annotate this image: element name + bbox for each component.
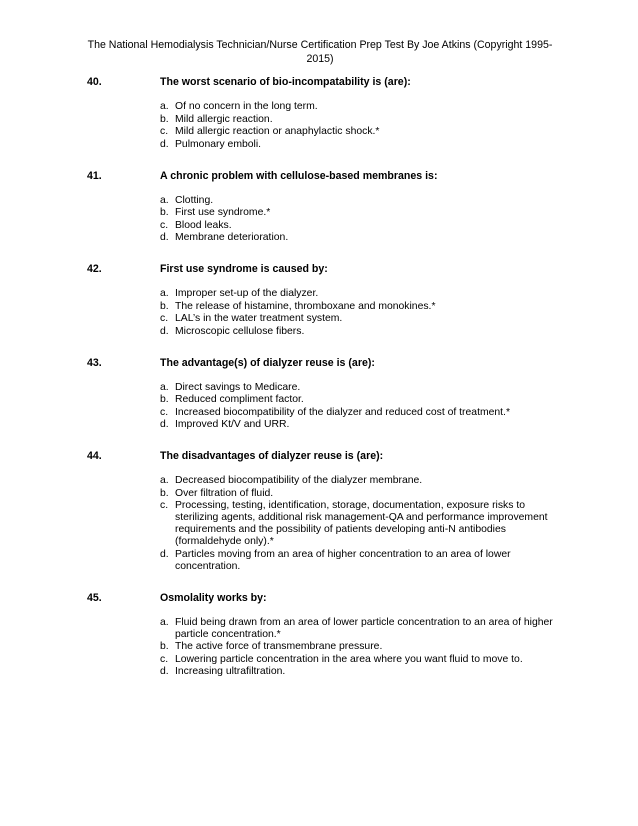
option-letter: c. (160, 653, 169, 665)
answer-option (0, 382, 565, 394)
answer-option (0, 313, 565, 325)
option-text: Lowering particle concentration in the area where you want fluid to move to. (175, 653, 523, 665)
question-heading (0, 262, 638, 276)
option-letter: d. (160, 138, 169, 150)
option-text: The active force of transmembrane pressure. (175, 641, 383, 652)
answer-option (0, 475, 565, 487)
answer-option (0, 301, 565, 313)
answer-options (0, 475, 638, 573)
header-line-1: The National Hemodialysis Technician/Nurse Certification Prep Test By Joe Atkins (Copyright 1995- (87, 39, 553, 51)
option-text: Microscopic cellulose fibers. (175, 325, 305, 337)
answer-options (0, 101, 638, 151)
option-text: Direct savings to Medicare. (175, 381, 301, 393)
question-heading (0, 75, 638, 89)
option-text: The release of histamine, thromboxane and monokines.* (175, 300, 436, 312)
option-text: Increasing ultrafiltration. (175, 666, 286, 677)
answer-option (0, 488, 565, 500)
answer-option (0, 232, 565, 244)
option-letter: d. (160, 419, 169, 430)
answer-options (0, 288, 638, 338)
header-line-2: 2015) (306, 53, 334, 65)
question-number: 44. (87, 450, 102, 462)
question-number: 45. (87, 591, 102, 604)
question-block (0, 262, 638, 338)
answer-option (0, 126, 565, 138)
option-text: Of no concern in the long term. (175, 101, 318, 112)
option-text: LAL’s in the water treatment system. (175, 313, 343, 324)
option-letter: c. (160, 406, 169, 418)
page-header (60, 38, 580, 66)
option-text: Clotting. (175, 194, 214, 206)
question-text: The worst scenario of bio-incompatability is (are): (160, 76, 411, 88)
answer-option (0, 101, 565, 113)
option-text: Membrane deterioration. (175, 232, 289, 243)
answer-option (0, 407, 565, 419)
question-text: The disadvantages of dialyzer reuse is (are): (160, 450, 384, 462)
option-text: Processing, testing, identification, storage, documentation, exposure risks to sterilizing agents, additional risk management-QA and performance improvement requirements and the possibility of patients developing anti-N antibodies (formaldehyde only).* (175, 500, 548, 547)
option-letter: a. (160, 194, 169, 206)
option-text: Improved Kt/V and URR. (175, 419, 290, 430)
answer-option (0, 114, 565, 126)
option-text: Increased biocompatibility of the dialyzer and reduced cost of treatment.* (175, 406, 510, 418)
option-text: Over filtration of fluid. (175, 487, 274, 499)
option-letter: b. (160, 113, 169, 125)
question-text: A chronic problem with cellulose-based membranes is: (160, 169, 438, 182)
option-letter: a. (160, 616, 169, 628)
option-letter: d. (160, 548, 169, 560)
answer-option (0, 195, 565, 207)
option-text: Decreased biocompatibility of the dialyzer membrane. (175, 475, 423, 486)
option-text: Fluid being drawn from an area of lower particle concentration to an area of higher particle concentration.* (175, 616, 553, 640)
question-number: 41. (87, 169, 102, 182)
question-block (0, 356, 638, 432)
option-letter: b. (160, 487, 169, 499)
option-letter: a. (160, 381, 169, 393)
option-letter: b. (160, 641, 169, 652)
question-block (0, 449, 638, 573)
answer-option (0, 220, 565, 232)
answer-option (0, 139, 565, 151)
answer-option (0, 207, 565, 219)
option-text: Blood leaks. (175, 219, 232, 231)
question-list (0, 75, 638, 696)
question-block (0, 591, 638, 679)
question-text: Osmolality works by: (160, 591, 267, 604)
question-block (0, 75, 638, 151)
answer-option (0, 394, 565, 406)
answer-option (0, 500, 565, 548)
question-heading (0, 591, 638, 605)
answer-options (0, 382, 638, 432)
option-letter: c. (160, 313, 169, 324)
question-heading (0, 449, 638, 463)
answer-option (0, 654, 565, 666)
question-number: 40. (87, 76, 102, 88)
option-letter: c. (160, 126, 169, 137)
question-text: The advantage(s) of dialyzer reuse is (are): (160, 356, 375, 369)
answer-option (0, 326, 565, 338)
option-letter: c. (160, 219, 169, 231)
option-letter: d. (160, 325, 169, 337)
question-heading (0, 356, 638, 370)
option-text: First use syndrome.* (175, 207, 271, 218)
option-letter: d. (160, 232, 169, 243)
option-text: Particles moving from an area of higher concentration to an area of lower concentration. (175, 548, 511, 572)
option-text: Mild allergic reaction or anaphylactic shock.* (175, 126, 380, 137)
question-block (0, 169, 638, 245)
option-letter: c. (160, 500, 169, 511)
option-letter: a. (160, 101, 169, 112)
option-text: Reduced compliment factor. (175, 394, 304, 405)
option-letter: b. (160, 394, 169, 405)
answer-options (0, 195, 638, 245)
question-number: 43. (87, 356, 102, 369)
answer-option (0, 617, 565, 641)
question-heading (0, 169, 638, 183)
answer-option (0, 549, 565, 573)
option-text: Mild allergic reaction. (175, 113, 273, 125)
answer-option (0, 641, 565, 653)
answer-option (0, 288, 565, 300)
option-letter: d. (160, 666, 169, 677)
option-text: Pulmonary emboli. (175, 138, 262, 150)
option-letter: a. (160, 475, 169, 486)
option-letter: a. (160, 288, 169, 299)
answer-options (0, 617, 638, 679)
answer-option (0, 666, 565, 678)
question-number: 42. (87, 263, 102, 275)
option-letter: b. (160, 300, 169, 312)
answer-option (0, 419, 565, 431)
option-letter: b. (160, 207, 169, 218)
question-text: First use syndrome is caused by: (160, 263, 328, 275)
option-text: Improper set-up of the dialyzer. (175, 288, 319, 299)
